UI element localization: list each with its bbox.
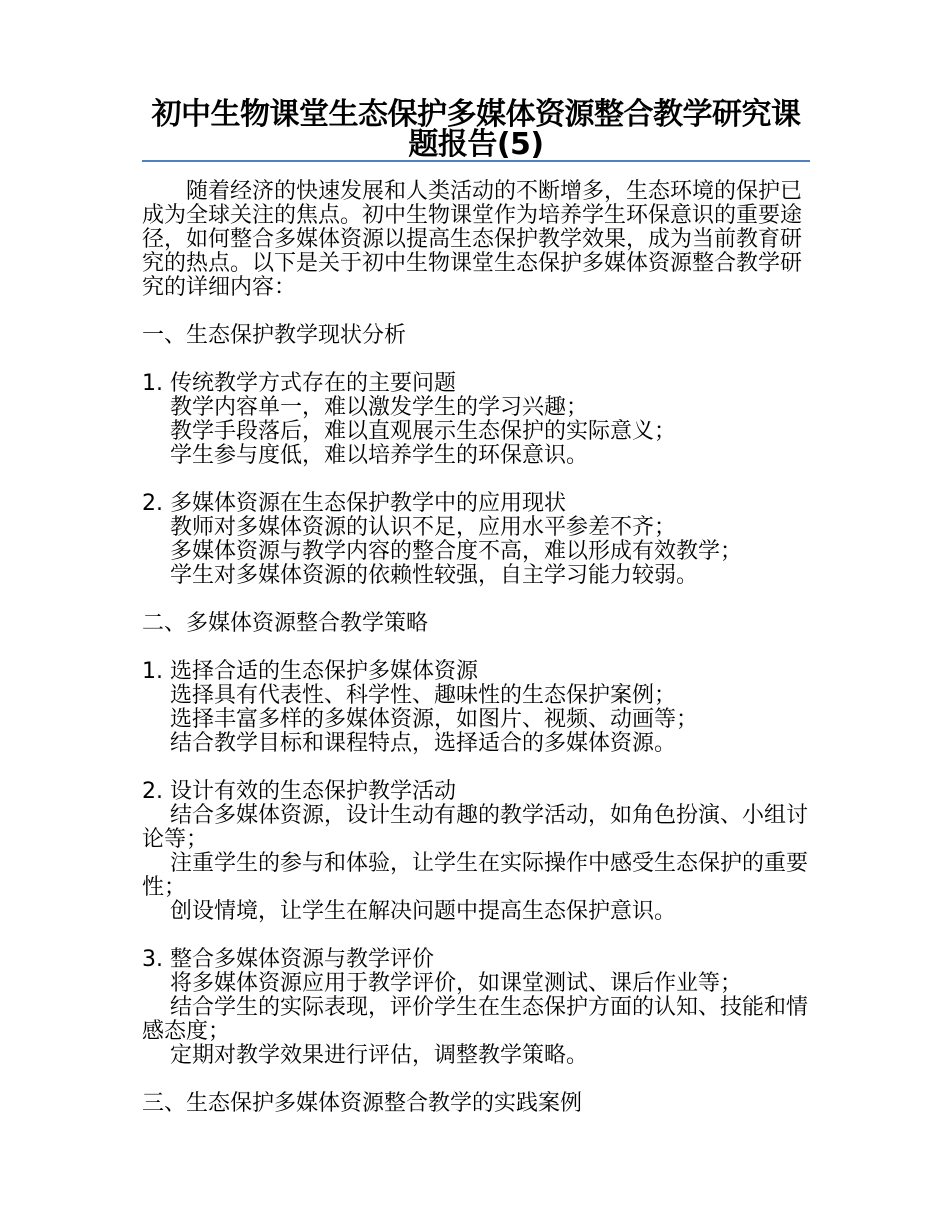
list-item: 教师对多媒体资源的认识不足，应用水平参差不齐； — [170, 515, 677, 540]
subsection-heading: 1. 传统教学方式存在的主要问题 — [142, 371, 456, 396]
list-item: 学生参与度低，难以培养学生的环保意识。 — [170, 443, 589, 468]
list-item: 注重学生的参与和体验，让学生在实际操作中感受生态保护的重要性； — [142, 851, 809, 900]
section — [142, 1092, 810, 1116]
subsection-heading: 1. 选择合适的生态保护多媒体资源 — [142, 659, 478, 684]
list-item: 结合多媒体资源，设计生动有趣的教学活动，如角色扮演、小组讨论等； — [142, 803, 809, 852]
subsection — [142, 660, 810, 756]
section-heading: 二、多媒体资源整合教学策略 — [142, 611, 429, 636]
subsection-heading: 2. 设计有效的生态保护教学活动 — [142, 779, 456, 804]
list-item: 教学内容单一，难以激发学生的学习兴趣； — [170, 395, 589, 420]
list-item: 结合教学目标和课程特点，选择适合的多媒体资源。 — [170, 731, 677, 756]
list-item: 将多媒体资源应用于教学评价，如课堂测试、课后作业等； — [170, 971, 743, 996]
list-item: 多媒体资源与教学内容的整合度不高，难以形成有效教学； — [170, 539, 743, 564]
list-item: 定期对教学效果进行评估，调整教学策略。 — [170, 1043, 589, 1068]
section-heading: 一、生态保护教学现状分析 — [142, 323, 407, 348]
list-item: 选择丰富多样的多媒体资源，如图片、视频、动画等； — [170, 707, 699, 732]
subsection-heading: 2. 多媒体资源在生态保护教学中的应用现状 — [142, 491, 566, 516]
subsection — [142, 948, 810, 1068]
document-body — [142, 180, 810, 1116]
subsection — [142, 780, 810, 924]
subsection — [142, 492, 810, 588]
list-item: 教学手段落后，难以直观展示生态保护的实际意义； — [170, 419, 677, 444]
section — [142, 612, 810, 1068]
subsection — [142, 372, 810, 468]
list-item: 结合学生的实际表现，评价学生在生态保护方面的认知、技能和情感态度； — [142, 995, 809, 1044]
section-heading: 三、生态保护多媒体资源整合教学的实践案例 — [142, 1091, 583, 1116]
title-underline — [142, 160, 810, 162]
list-item: 学生对多媒体资源的依赖性较强，自主学习能力较弱。 — [170, 563, 699, 588]
list-item: 创设情境，让学生在解决问题中提高生态保护意识。 — [170, 899, 677, 924]
list-item: 选择具有代表性、科学性、趣味性的生态保护案例； — [170, 683, 677, 708]
document-title: 初中生物课堂生态保护多媒体资源整合教学研究课题报告(5) — [151, 97, 801, 162]
section — [142, 324, 810, 588]
subsection-heading: 3. 整合多媒体资源与教学评价 — [142, 947, 434, 972]
intro-paragraph: 随着经济的快速发展和人类活动的不断增多，生态环境的保护已成为全球关注的焦点。初中生物课堂作为培养学生环保意识的重要途径，如何整合多媒体资源以提高生态保护教学效果，成为当前教育研究的热点。以下是关于初中生物课堂生态保护多媒体资源整合教学研究的详细内容： — [142, 179, 803, 300]
